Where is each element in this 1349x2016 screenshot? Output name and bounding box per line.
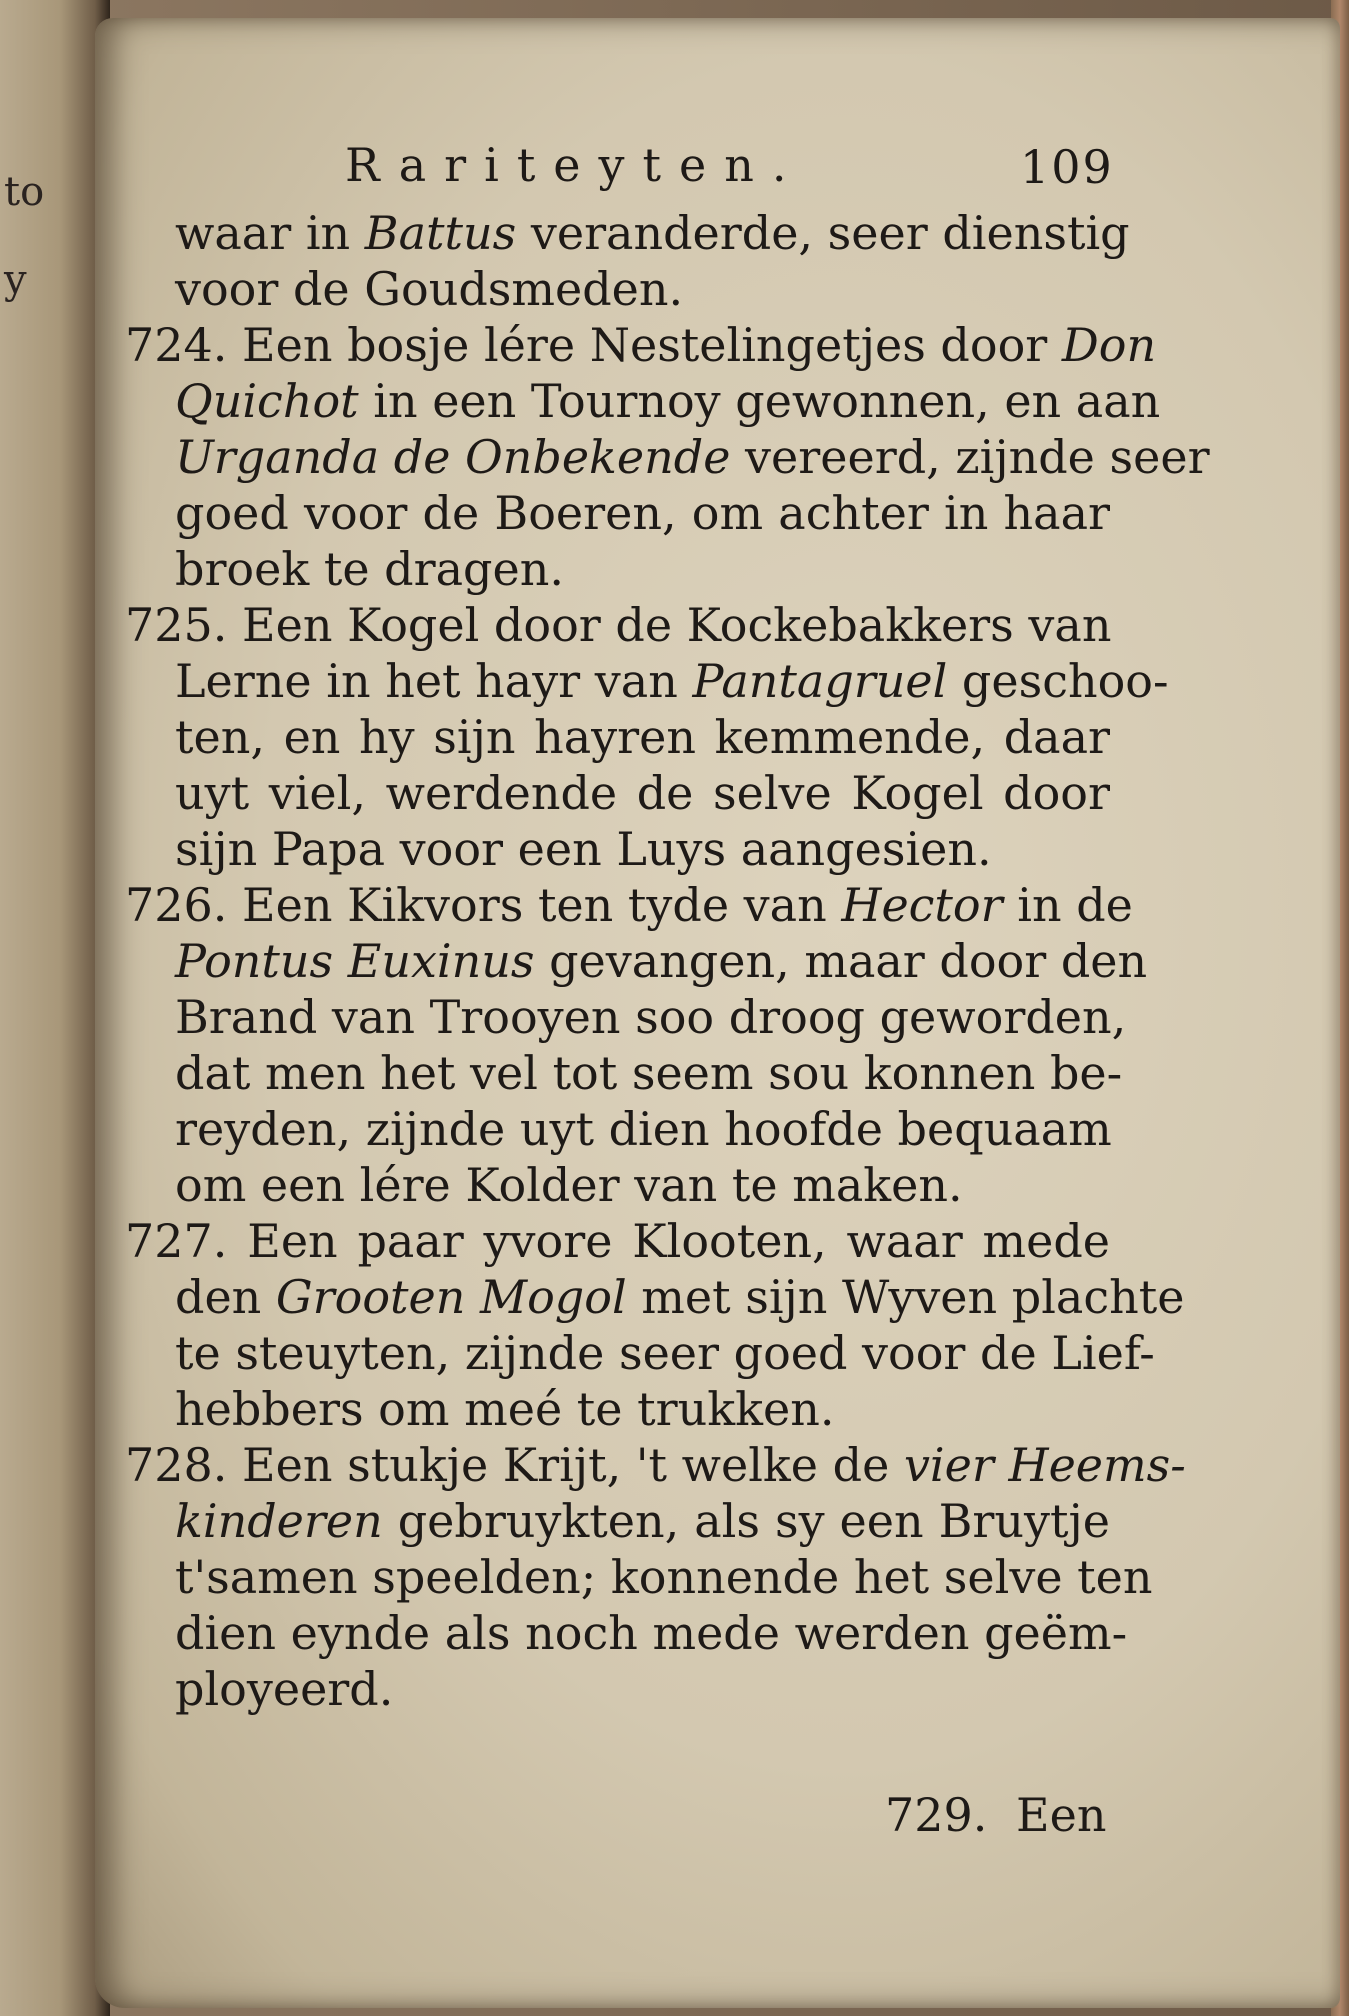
text-line [175,205,1130,261]
entry-number: 727. [125,1214,248,1268]
entry-number: 724. [125,318,243,372]
text-line [175,373,1161,429]
text-run: vereerd, zijnde seer [730,430,1210,484]
text-run: den [175,1270,276,1324]
text-line [175,1269,1185,1325]
text-line [175,1549,1153,1605]
text-run: gebruykten, als sy een Bruytje [382,1494,1110,1548]
entry-number: 728. [125,1438,243,1492]
text-run: Een paar yvore Klooten, waar mede [247,1214,1110,1268]
text-line [175,1605,1128,1661]
text-line [125,1437,1186,1493]
text-line [175,1157,1110,1213]
text-run: Brand van Trooyen soo droog geworden, [175,990,1127,1044]
text-run: ployeerd. [175,1662,394,1716]
text-line [175,261,1110,317]
text-run: Een bosje lére Nestelingetjes door [242,318,1062,372]
text-run: veranderde, seer dienstig [516,206,1130,260]
text-run: t'samen speelden; konnende het selve ten [175,1550,1153,1604]
text-run: voor de Goudsmeden. [175,262,684,316]
text-run: om een lére Kolder van te maken. [175,1158,963,1212]
text-run: dien eynde als noch mede werden geëm- [175,1606,1128,1660]
text-line [175,989,1127,1045]
text-line [175,1101,1110,1157]
text-line [175,1661,1110,1717]
italic-name: Urganda de Onbekende [175,430,731,484]
text-run: hebbers om meé te trukken. [175,1382,835,1436]
page-body [125,205,1210,1717]
text-run: gevangen, maar door den [534,934,1148,988]
text-line [175,541,1110,597]
text-run: broek te dragen. [175,542,564,596]
text-run: goed voor de Boeren, om achter in haar [175,486,1110,540]
text-line [125,1213,1110,1269]
italic-name: Pantagruel [692,654,948,708]
italic-name: Pontus Euxinus [175,934,535,988]
entry-number: 726. [125,878,243,932]
text-line [125,877,1133,933]
text-run: Lerne in het hayr van [175,654,693,708]
italic-name: Battus [364,206,517,260]
text-run: met sijn Wyven plachte [626,1270,1185,1324]
text-line [175,765,1110,821]
text-run: ten, en hy sijn hayren kemmende, daar [175,710,1110,764]
text-run: in een Tournoy gewonnen, en aan [358,374,1161,428]
text-run: reyden, zijnde uyt dien hoofde bequaam [175,1102,1112,1156]
italic-name: vier Heems- [903,1438,1186,1492]
entry-number: 725. [125,598,243,652]
catchword: 729. Een [885,1788,1107,1842]
text-run: in de [1002,878,1133,932]
text-line [175,485,1110,541]
text-line [175,709,1110,765]
running-head: Rariteyten. [345,138,805,192]
text-line [175,1493,1110,1549]
text-line [175,429,1210,485]
text-run: waar in [175,206,365,260]
text-line [175,821,1110,877]
text-run: te steuyten, zijnde seer goed voor de Lief- [175,1326,1155,1380]
italic-name: Don [1061,318,1157,372]
italic-name: Hector [841,878,1003,932]
italic-name: kinderen [175,1494,383,1548]
text-run: uyt viel, werdende de selve Kogel door [175,766,1110,820]
text-line [175,1325,1155,1381]
text-run: Een stukje Krijt, 't welke de [242,1438,904,1492]
text-run: Een Kogel door de Kockebakkers van [242,598,1112,652]
text-run: sijn Papa voor een Luys aangesien. [175,822,992,876]
left-page-fragment: y [4,257,27,303]
page-number: 109 [1020,140,1114,194]
text-line [125,317,1157,373]
text-line [175,1381,1110,1437]
text-line [175,653,1169,709]
text-line [125,597,1110,653]
text-run: dat men het vel tot seem sou konnen be- [175,1046,1123,1100]
left-page-fragment: to [4,169,45,215]
italic-name: Quichot [175,374,359,428]
text-line [175,1045,1123,1101]
text-run: geschoo- [947,654,1169,708]
text-run: Een Kikvors ten tyde van [242,878,842,932]
left-page-edge [0,0,110,2016]
text-line [175,933,1148,989]
italic-name: Grooten Mogol [275,1270,627,1324]
